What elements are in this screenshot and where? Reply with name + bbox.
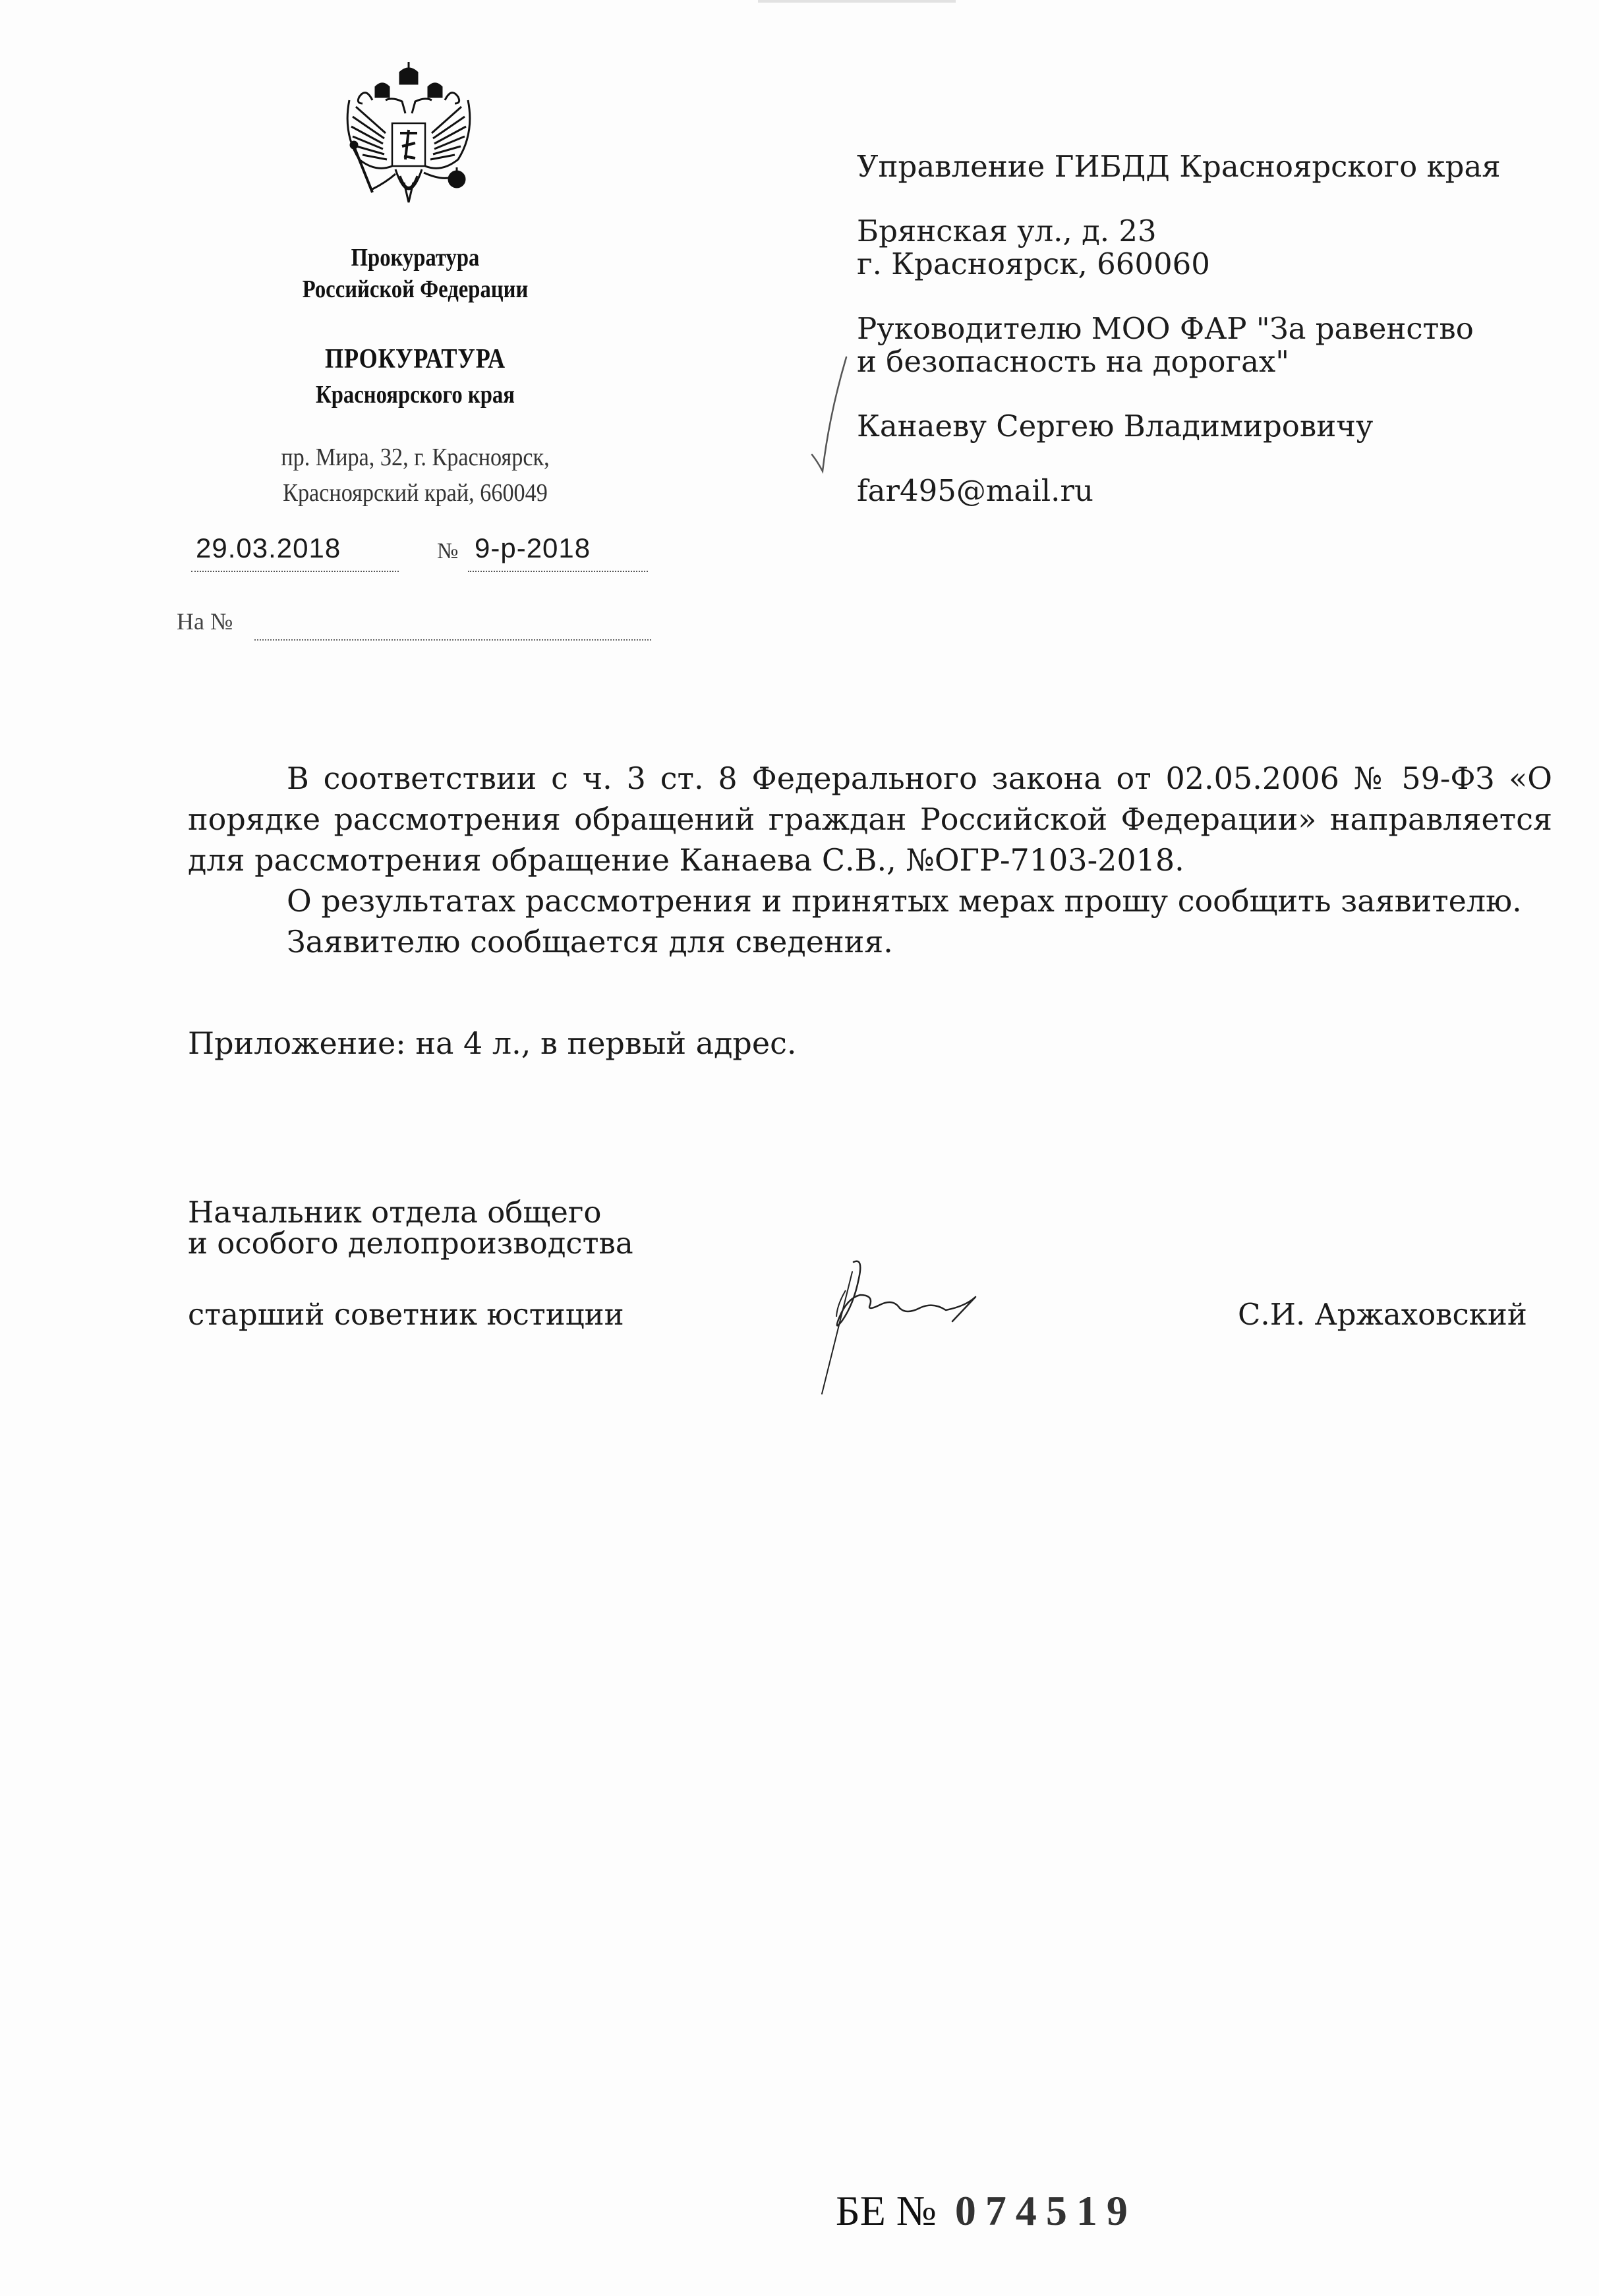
sender-address-line2: Красноярский край, 660049	[283, 479, 548, 507]
paragraph-1-line-2: порядке рассмотрения обращений граждан Российской Федерации» направляется	[188, 801, 1552, 837]
paragraph-1-line-1: В соответствии с ч. 3 ст. 8 Федерального закона от 02.05.2006 № 59-ФЗ «О	[287, 761, 1552, 796]
registration-row	[191, 532, 646, 572]
number-sign-label: №	[437, 539, 459, 563]
russian-coat-of-arms-icon	[339, 61, 478, 209]
registration-date: 29.03.2018	[196, 532, 341, 563]
org-name-line1: Прокуратура	[351, 244, 480, 272]
reply-to-underline	[254, 639, 651, 641]
serial-series: БЕ №	[836, 2187, 937, 2234]
recipient2-email: far495@mail.ru	[857, 473, 1093, 508]
dept-name-line2: Красноярского края	[316, 381, 515, 409]
checkmark-icon	[809, 356, 849, 474]
paragraph-1-line-3: для рассмотрения обращение Канаева С.В., №ОГР-7103-2018.	[188, 842, 1184, 878]
attachment-text: Приложение: на 4 л., в первый адрес.	[188, 1025, 797, 1061]
reply-to-row	[177, 608, 651, 641]
recipient2-title-line2: и безопасность на дорогах"	[857, 344, 1289, 379]
body-paragraph-1	[188, 758, 1552, 962]
attachment-note	[188, 1023, 1552, 1064]
handwritten-signature	[807, 1259, 1058, 1397]
scan-edge-mark	[758, 0, 956, 9]
recipient2-title-line1: Руководителю МОО ФАР "За равенство	[857, 311, 1474, 346]
recipient1-street: Брянская ул., д. 23	[857, 214, 1157, 248]
body-paragraph-3: Заявителю сообщается для сведения.	[287, 924, 893, 960]
recipient1-city: г. Красноярск, 660060	[857, 246, 1210, 281]
number-underline	[468, 571, 648, 572]
signer-rank: старший советник юстиции	[188, 1297, 624, 1332]
serial-number: 074519	[954, 2187, 1137, 2234]
body-paragraph-2: О результатах рассмотрения и принятых мерах прошу сообщить заявителю.	[287, 883, 1522, 919]
recipient1-name: Управление ГИБДД Красноярского края	[857, 149, 1501, 184]
signer-name: С.И. Аржаховский	[1238, 1297, 1527, 1332]
sender-address-line1: пр. Мира, 32, г. Красноярск,	[281, 444, 550, 471]
recipient2-name: Канаеву Сергею Владимировичу	[857, 409, 1374, 444]
registration-number: 9-р-2018	[475, 532, 591, 563]
dept-name-line1: ПРОКУРАТУРА	[325, 344, 506, 374]
org-name-line2: Российской Федерации	[302, 275, 529, 303]
reply-to-label: На №	[177, 608, 233, 635]
signer-position-line2: и особого делопроизводства	[188, 1226, 633, 1261]
date-underline	[191, 571, 399, 572]
signer-position-line1: Начальник отдела общего	[188, 1195, 602, 1230]
form-serial-number	[836, 2187, 1137, 2235]
